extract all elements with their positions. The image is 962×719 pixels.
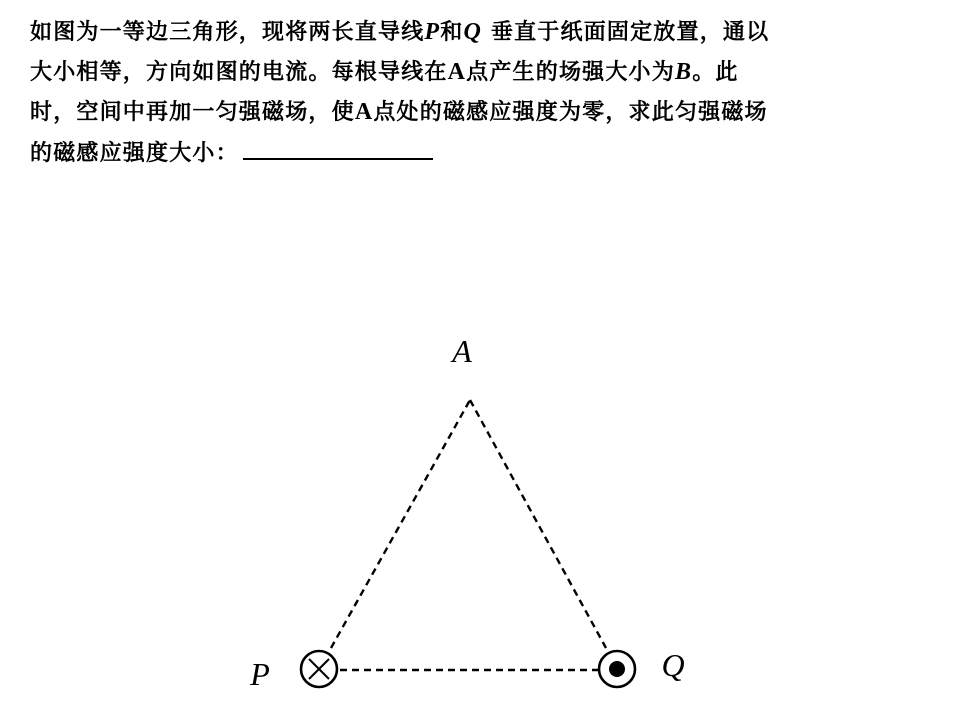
question-text-segment: 如图为一等边三角形，现将两长直导线 bbox=[30, 20, 425, 45]
vertex-label-a: A bbox=[452, 333, 472, 369]
triangle-side-aq bbox=[470, 400, 606, 648]
question-text-segment: 点处的磁感应强度为零，求此匀强磁场 bbox=[373, 100, 768, 125]
question-text-segment: 的磁感应强度大小： bbox=[30, 141, 239, 166]
wire-p-into-page-icon bbox=[301, 651, 337, 687]
wire-label-q: Q bbox=[661, 647, 685, 683]
question-text-segment: 大小相等，方向如图的电流。每根导线在 bbox=[30, 60, 448, 85]
wire-q-symbol: Q bbox=[463, 19, 483, 45]
wire-label-p: P bbox=[250, 656, 270, 692]
field-b-symbol: B bbox=[674, 59, 693, 85]
wire-p-symbol: P bbox=[424, 19, 441, 45]
wire-q-out-of-page-icon bbox=[599, 651, 635, 687]
question-text-segment: 时，空间中再加一匀强磁场，使 bbox=[30, 100, 355, 125]
triangle-side-pa bbox=[331, 400, 470, 648]
question-text-segment: 垂直于纸面固定放置，通以 bbox=[482, 20, 770, 45]
point-a-symbol: A bbox=[354, 99, 374, 125]
question-text-segment: 。此 bbox=[692, 60, 739, 85]
question-text-segment: 和 bbox=[440, 20, 464, 45]
question-text-segment: 点产生的场强大小为 bbox=[466, 60, 675, 85]
point-a-symbol: A bbox=[447, 59, 467, 85]
